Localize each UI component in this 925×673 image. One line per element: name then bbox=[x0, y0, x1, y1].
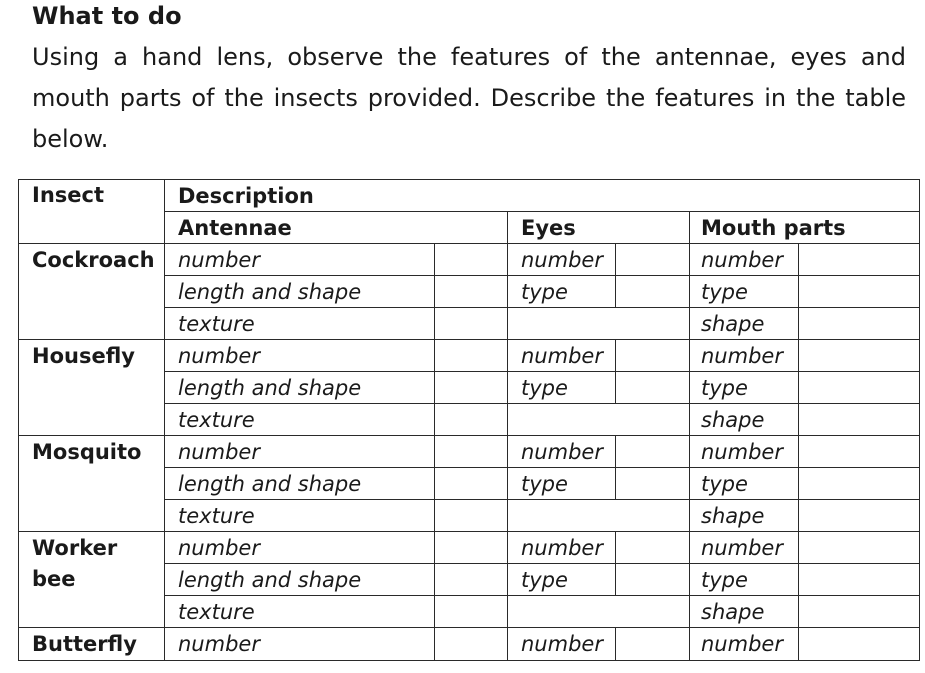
mouth-shape-label: shape bbox=[690, 500, 799, 532]
antennae-number-label: number bbox=[165, 532, 435, 564]
mouth-number-label: number bbox=[690, 628, 799, 661]
eyes-number-label: number bbox=[508, 628, 616, 661]
mouth-parts-header: Mouth parts bbox=[690, 212, 920, 244]
empty-eyes-cell bbox=[508, 596, 690, 628]
section-heading: What to do bbox=[32, 2, 182, 30]
answer-cell[interactable] bbox=[799, 244, 920, 276]
antennae-header: Antennae bbox=[165, 212, 508, 244]
answer-cell[interactable] bbox=[435, 532, 508, 564]
answer-cell[interactable] bbox=[435, 340, 508, 372]
antennae-length-label: length and shape bbox=[165, 564, 435, 596]
mouth-shape-label: shape bbox=[690, 404, 799, 436]
answer-cell[interactable] bbox=[799, 276, 920, 308]
answer-cell[interactable] bbox=[435, 244, 508, 276]
answer-cell[interactable] bbox=[435, 500, 508, 532]
mouth-shape-label: shape bbox=[690, 308, 799, 340]
antennae-number-label: number bbox=[165, 340, 435, 372]
antennae-texture-label: texture bbox=[165, 500, 435, 532]
antennae-number-label: number bbox=[165, 244, 435, 276]
answer-cell[interactable] bbox=[799, 628, 920, 661]
answer-cell[interactable] bbox=[616, 628, 690, 661]
empty-eyes-cell bbox=[508, 500, 690, 532]
answer-cell[interactable] bbox=[616, 468, 690, 500]
antennae-length-label: length and shape bbox=[165, 276, 435, 308]
answer-cell[interactable] bbox=[435, 308, 508, 340]
empty-eyes-cell bbox=[508, 308, 690, 340]
mouth-type-label: type bbox=[690, 564, 799, 596]
mouth-number-label: number bbox=[690, 340, 799, 372]
eyes-type-label: type bbox=[508, 276, 616, 308]
mouth-number-label: number bbox=[690, 532, 799, 564]
eyes-number-label: number bbox=[508, 244, 616, 276]
answer-cell[interactable] bbox=[616, 436, 690, 468]
insect-name-mosquito: Mosquito bbox=[19, 436, 165, 532]
insect-name-cockroach: Cockroach bbox=[19, 244, 165, 340]
mouth-number-label: number bbox=[690, 436, 799, 468]
antennae-length-label: length and shape bbox=[165, 468, 435, 500]
answer-cell[interactable] bbox=[799, 436, 920, 468]
answer-cell[interactable] bbox=[799, 340, 920, 372]
answer-cell[interactable] bbox=[799, 532, 920, 564]
table-row bbox=[19, 244, 920, 276]
antennae-number-label: number bbox=[165, 628, 435, 661]
antennae-texture-label: texture bbox=[165, 308, 435, 340]
mouth-number-label: number bbox=[690, 244, 799, 276]
answer-cell[interactable] bbox=[435, 596, 508, 628]
answer-cell[interactable] bbox=[799, 500, 920, 532]
answer-cell[interactable] bbox=[435, 404, 508, 436]
header-row bbox=[19, 180, 920, 212]
insect-name-housefly: Housefly bbox=[19, 340, 165, 436]
antennae-texture-label: texture bbox=[165, 596, 435, 628]
insect-features-table bbox=[18, 179, 920, 661]
eyes-type-label: type bbox=[508, 564, 616, 596]
answer-cell[interactable] bbox=[616, 340, 690, 372]
empty-eyes-cell bbox=[508, 404, 690, 436]
mouth-type-label: type bbox=[690, 372, 799, 404]
answer-cell[interactable] bbox=[799, 468, 920, 500]
answer-cell[interactable] bbox=[799, 596, 920, 628]
answer-cell[interactable] bbox=[435, 276, 508, 308]
insect-column-header: Insect bbox=[19, 180, 165, 244]
answer-cell[interactable] bbox=[616, 564, 690, 596]
insect-name-worker-bee: Worker bee bbox=[19, 532, 165, 628]
antennae-texture-label: texture bbox=[165, 404, 435, 436]
answer-cell[interactable] bbox=[799, 308, 920, 340]
answer-cell[interactable] bbox=[616, 276, 690, 308]
description-header: Description bbox=[165, 180, 920, 212]
eyes-number-label: number bbox=[508, 340, 616, 372]
answer-cell[interactable] bbox=[616, 244, 690, 276]
eyes-number-label: number bbox=[508, 532, 616, 564]
answer-cell[interactable] bbox=[435, 564, 508, 596]
answer-cell[interactable] bbox=[435, 436, 508, 468]
mouth-type-label: type bbox=[690, 276, 799, 308]
answer-cell[interactable] bbox=[616, 532, 690, 564]
table-row bbox=[19, 628, 920, 661]
answer-cell[interactable] bbox=[799, 372, 920, 404]
answer-cell[interactable] bbox=[799, 564, 920, 596]
eyes-header: Eyes bbox=[508, 212, 690, 244]
answer-cell[interactable] bbox=[435, 372, 508, 404]
answer-cell[interactable] bbox=[435, 468, 508, 500]
insect-name-butterfly: Butterfly bbox=[19, 628, 165, 661]
answer-cell[interactable] bbox=[435, 628, 508, 661]
mouth-shape-label: shape bbox=[690, 596, 799, 628]
eyes-type-label: type bbox=[508, 468, 616, 500]
instructions-paragraph: Using a hand lens, observe the features of the antennae, eyes and mouth parts of the insects provided. Describe the features in the table below. bbox=[32, 43, 906, 153]
table-row bbox=[19, 436, 920, 468]
eyes-type-label: type bbox=[508, 372, 616, 404]
answer-cell[interactable] bbox=[799, 404, 920, 436]
antennae-length-label: length and shape bbox=[165, 372, 435, 404]
eyes-number-label: number bbox=[508, 436, 616, 468]
antennae-number-label: number bbox=[165, 436, 435, 468]
table-row bbox=[19, 340, 920, 372]
answer-cell[interactable] bbox=[616, 372, 690, 404]
mouth-type-label: type bbox=[690, 468, 799, 500]
table-row bbox=[19, 532, 920, 564]
